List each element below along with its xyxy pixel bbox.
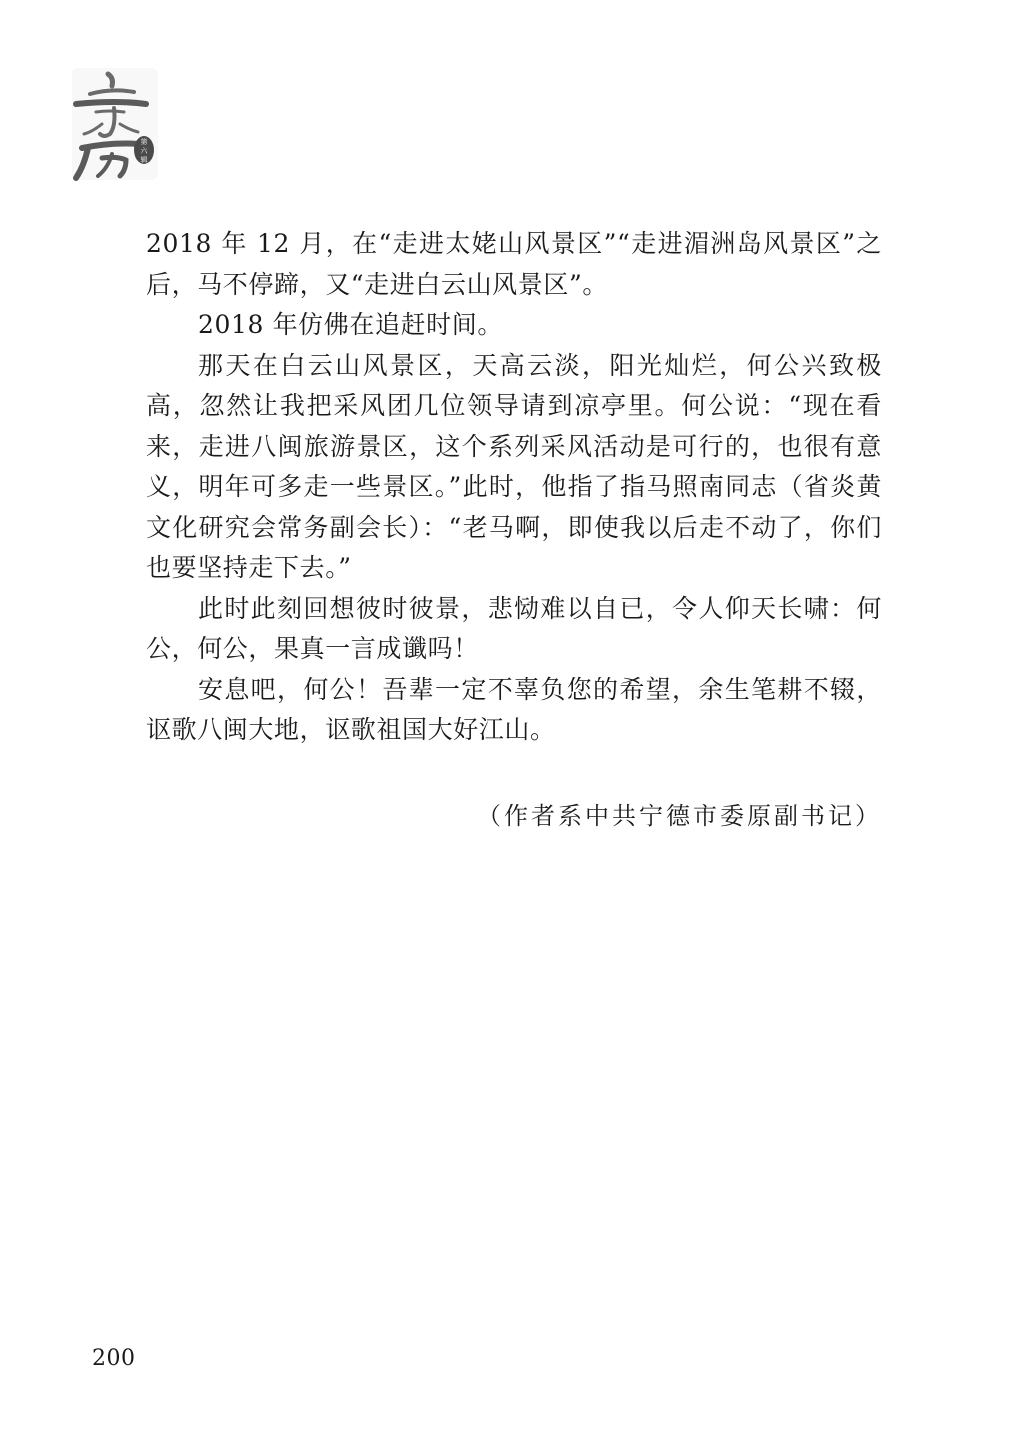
svg-text:辑: 辑 xyxy=(140,156,148,164)
book-logo xyxy=(68,64,168,184)
svg-text:第: 第 xyxy=(140,138,148,146)
article-body xyxy=(146,224,882,751)
calligraphy-logo-icon xyxy=(68,64,168,184)
paragraph-1: 2018 年 12 月，在“走进太姥山风景区”“走进湄洲岛风景区”之后，马不停蹄，又“走进白云山风景区”。 xyxy=(146,229,882,299)
page-number: 200 xyxy=(92,1346,136,1371)
author-note: （作者系中共宁德市委原副书记） xyxy=(477,802,882,830)
svg-text:六: 六 xyxy=(140,147,148,155)
paragraph-5: 安息吧，何公！吾辈一定不辜负您的希望，余生笔耕不辍，讴歌八闽大地，讴歌祖国大好江山。 xyxy=(146,674,882,744)
paragraph-2: 2018 年仿佛在追赶时间。 xyxy=(198,310,503,339)
paragraph-3: 那天在白云山风景区，天高云淡，阳光灿烂，何公兴致极高，忽然让我把采风团几位领导请到凉亭里。何公说：“现在看来，走进八闽旅游景区，这个系列采风活动是可行的，也很有意义，明年可多走一些景区。”此时，他指了指马照南同志（省炎黄文化研究会常务副会长）：“老马啊，即使我以后走不动了，你们也要坚持走下去。” xyxy=(146,350,882,582)
paragraph-4: 此时此刻回想彼时彼景，悲恸难以自已，令人仰天长啸：何公，何公，果真一言成谶吗！ xyxy=(146,593,882,663)
